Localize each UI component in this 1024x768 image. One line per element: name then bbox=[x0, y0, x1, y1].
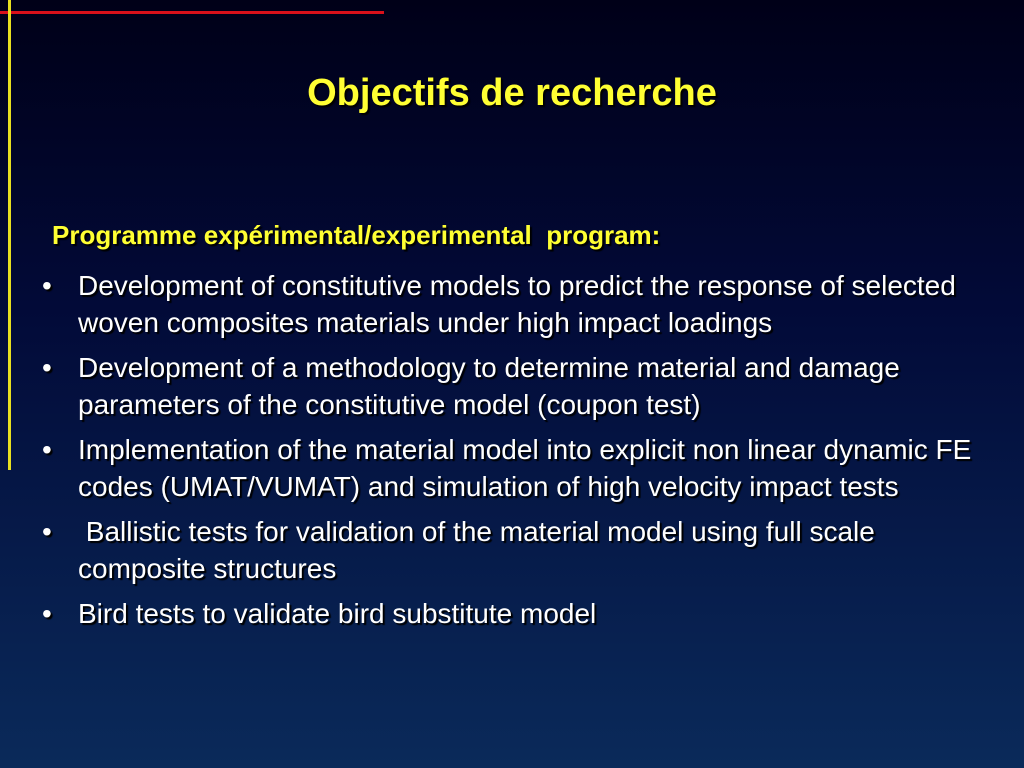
bullet-item bbox=[36, 513, 996, 587]
bullet-icon: • bbox=[42, 434, 52, 465]
bullet-item bbox=[36, 267, 996, 341]
slide-title: Objectifs de recherche bbox=[307, 72, 717, 114]
yellow-accent-line bbox=[8, 0, 11, 470]
bullet-list bbox=[36, 267, 996, 640]
bullet-icon: • bbox=[42, 352, 52, 383]
bullet-icon: • bbox=[42, 270, 52, 301]
bullet-text: Development of constitutive models to predict the response of selected woven composites materials under high impact loadings bbox=[78, 270, 956, 338]
section-subtitle: Programme expérimental/experimental program: bbox=[52, 220, 661, 250]
bullet-icon: • bbox=[42, 598, 52, 629]
bullet-item bbox=[36, 431, 996, 505]
bullet-item bbox=[36, 349, 996, 423]
bullet-item bbox=[36, 595, 996, 632]
bullet-text: Ballistic tests for validation of the material model using full scale composite structures bbox=[78, 516, 883, 584]
bullet-icon: • bbox=[42, 516, 52, 547]
bullet-text: Implementation of the material model into explicit non linear dynamic FE codes (UMAT/VUMAT) and simulation of high velocity impact tests bbox=[78, 434, 972, 502]
red-accent-line bbox=[0, 11, 384, 14]
bullet-text: Development of a methodology to determine material and damage parameters of the constitutive model (coupon test) bbox=[78, 352, 900, 420]
bullet-text: Bird tests to validate bird substitute model bbox=[78, 598, 597, 629]
